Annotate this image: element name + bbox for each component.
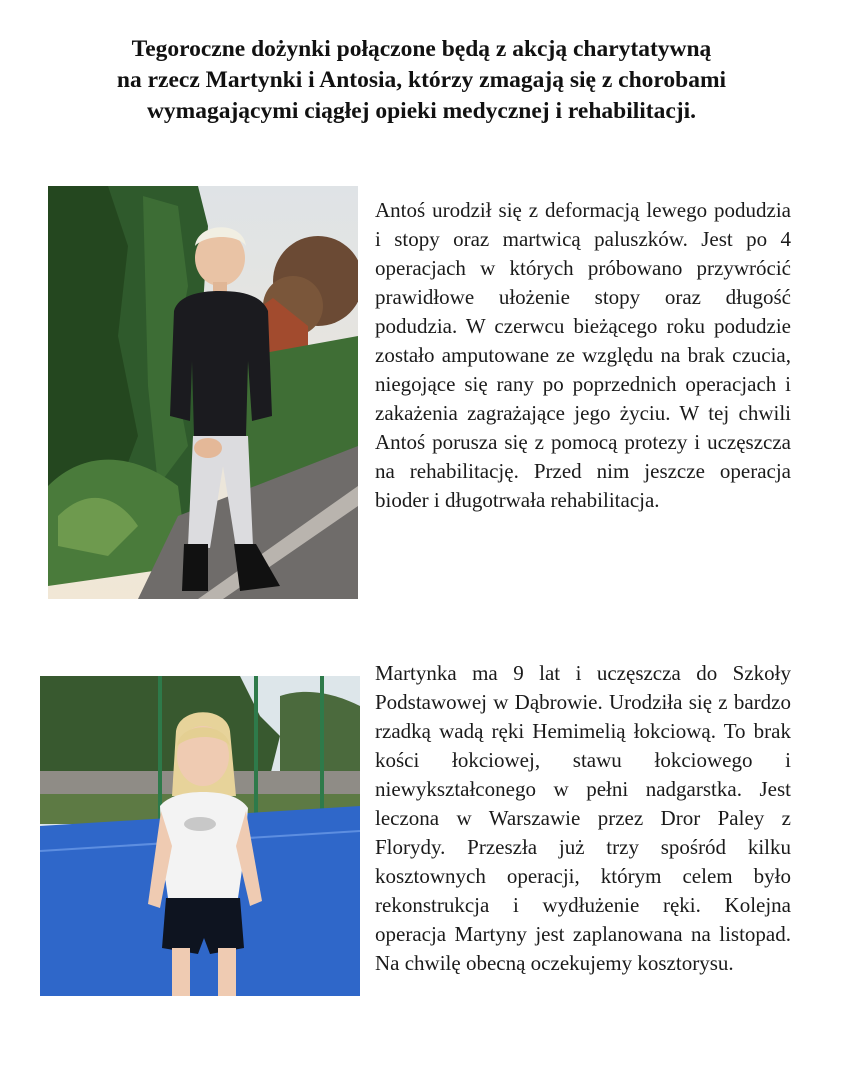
antos-description: Antoś urodził się z deformacją lewego podudzia i stopy oraz martwicą paluszków. Jest po 4 operacjach w których próbowano przywrócić prawidłowe ułożenie stopy oraz długość podudzia. W czerwcu bieżącego roku podudzie zostało amputowane ze względu na brak czucia, niegojące się rany po poprzednich operacjach i zakażenia zagrażające jego życiu. W tej chwili Antoś porusza się z pomocą protezy i uczęszcza na rehabilitację. Przed nim jeszcze operacja bioder i długotrwała rehabilitacja.: [375, 198, 791, 512]
photo-antos: [48, 186, 358, 599]
heading-line-2: na rzecz Martynki i Antosia, którzy zmagają się z chorobami: [116, 67, 727, 93]
heading-line-3: wymagającymi ciągłej opieki medycznej i rehabilitacji.: [146, 98, 697, 124]
photo-martynka-illustration: [40, 676, 360, 996]
martynka-description: Martynka ma 9 lat i uczęszcza do Szkoły Podstawowej w Dąbrowie. Urodziła się z bardzo rzadką wadą ręki Hemimelią łokciową. To brak kości łokciowej, stawu łokciowego i niewykształconego w pełni nadgarstka. Jest leczona w Warszawie przez Dror Paley z Florydy. Przeszła już trzy spośród kilku kosztownych operacji, którym celem było rekonstrukcja i wydłużenie ręki. Kolejna operacja Martyny jest zaplanowana na listopad. Na chwilę obecną oczekujemy kosztorysu.: [375, 661, 791, 975]
photo-martynka: [40, 676, 360, 996]
heading-line-1: Tegoroczne dożynki połączone będą z akcją charytatywną: [131, 36, 712, 62]
photo-antos-illustration: [48, 186, 358, 599]
page-heading: [30, 34, 813, 127]
